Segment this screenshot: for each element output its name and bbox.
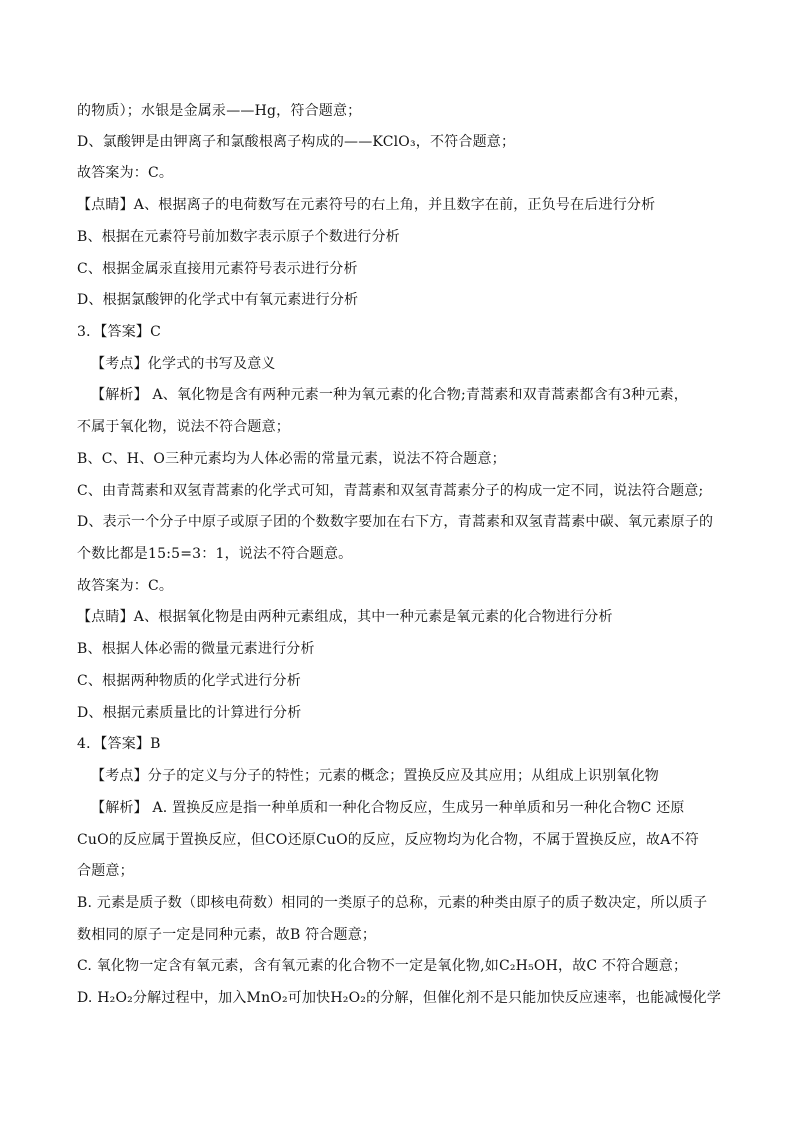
text-line: 的物质）；水银是金属汞——Hg，符合题意； [77, 103, 362, 119]
text-line: B、C、H、O三种元素均为人体必需的常量元素，说法不符合题意； [77, 451, 506, 467]
text-line: D、根据元素质量比的计算进行分析 [77, 705, 302, 721]
text-line: C、根据两种物质的化学式进行分析 [77, 673, 301, 689]
answer-heading: 4．【答案】B [77, 736, 161, 752]
text-line: 【点睛】A、根据氧化物是由两种元素组成，其中一种元素是氧元素的化合物进行分析 [77, 609, 613, 625]
text-line: B. 元素是质子数（即核电荷数）相同的一类原子的总称，元素的种类由原子的质子数决定，所以质子 [77, 895, 708, 911]
text-line: C. 氧化物一定含有氧元素，含有氧元素的化合物不一定是氧化物,如C₂H₅OH，故C 不符合题意； [77, 958, 688, 974]
text-line: 故答案为：C。 [77, 578, 174, 594]
text-line: C、根据金属汞直接用元素符号表示进行分析 [77, 261, 358, 277]
text-line: 数相同的原子一定是同种元素，故B 符合题意； [77, 927, 377, 943]
text-line: 【解析】 A、氧化物是含有两种元素一种为氧元素的化合物;青蒿素和双青蒿素都含有3种元素， [91, 387, 688, 403]
text-line: 【点睛】A、根据离子的电荷数写在元素符号的右上角，并且数字在前，正负号在后进行分析 [77, 197, 656, 213]
answer-heading: 3．【答案】C [77, 324, 162, 340]
text-line: 【考点】化学式的书写及意义 [91, 356, 276, 372]
text-line: 不属于氧化物，说法不符合题意； [77, 419, 290, 435]
text-line: B、根据人体必需的微量元素进行分析 [77, 641, 315, 657]
text-line: D. H₂O₂分解过程中，加入MnO₂可加快H₂O₂的分解，但催化剂不是只能加快反应速率，也能减慢化学 [77, 990, 722, 1006]
text-line: 【考点】分子的定义与分子的特性；元素的概念；置换反应及其应用；从组成上识别氧化物 [91, 768, 659, 784]
text-line: CuO的反应属于置换反应，但CO还原CuO的反应，反应物均为化合物，不属于置换反应，故A不符 [77, 832, 699, 848]
text-line: 合题意； [77, 863, 134, 879]
text-line: 故答案为：C。 [77, 165, 174, 181]
text-line: D、氯酸钾是由钾离子和氯酸根离子构成的——KClO₃，不符合题意； [77, 134, 516, 150]
text-line: D、表示一个分子中原子或原子团的个数数字要加在右下方，青蒿素和双氢青蒿素中碳、氧元素原子的 [77, 514, 714, 530]
text-line: 【解析】 A. 置换反应是指一种单质和一种化合物反应，生成另一种单质和另一种化合物C 还原 [91, 800, 685, 816]
text-line: C、由青蒿素和双氢青蒿素的化学式可知，青蒿素和双氢青蒿素分子的构成一定不同，说法符合题意; [77, 483, 704, 499]
text-line: D、根据氯酸钾的化学式中有氧元素进行分析 [77, 292, 359, 308]
text-line: 个数比都是15:5=3：1，说法不符合题意。 [77, 546, 353, 562]
text-line: B、根据在元素符号前加数字表示原子个数进行分析 [77, 229, 400, 245]
